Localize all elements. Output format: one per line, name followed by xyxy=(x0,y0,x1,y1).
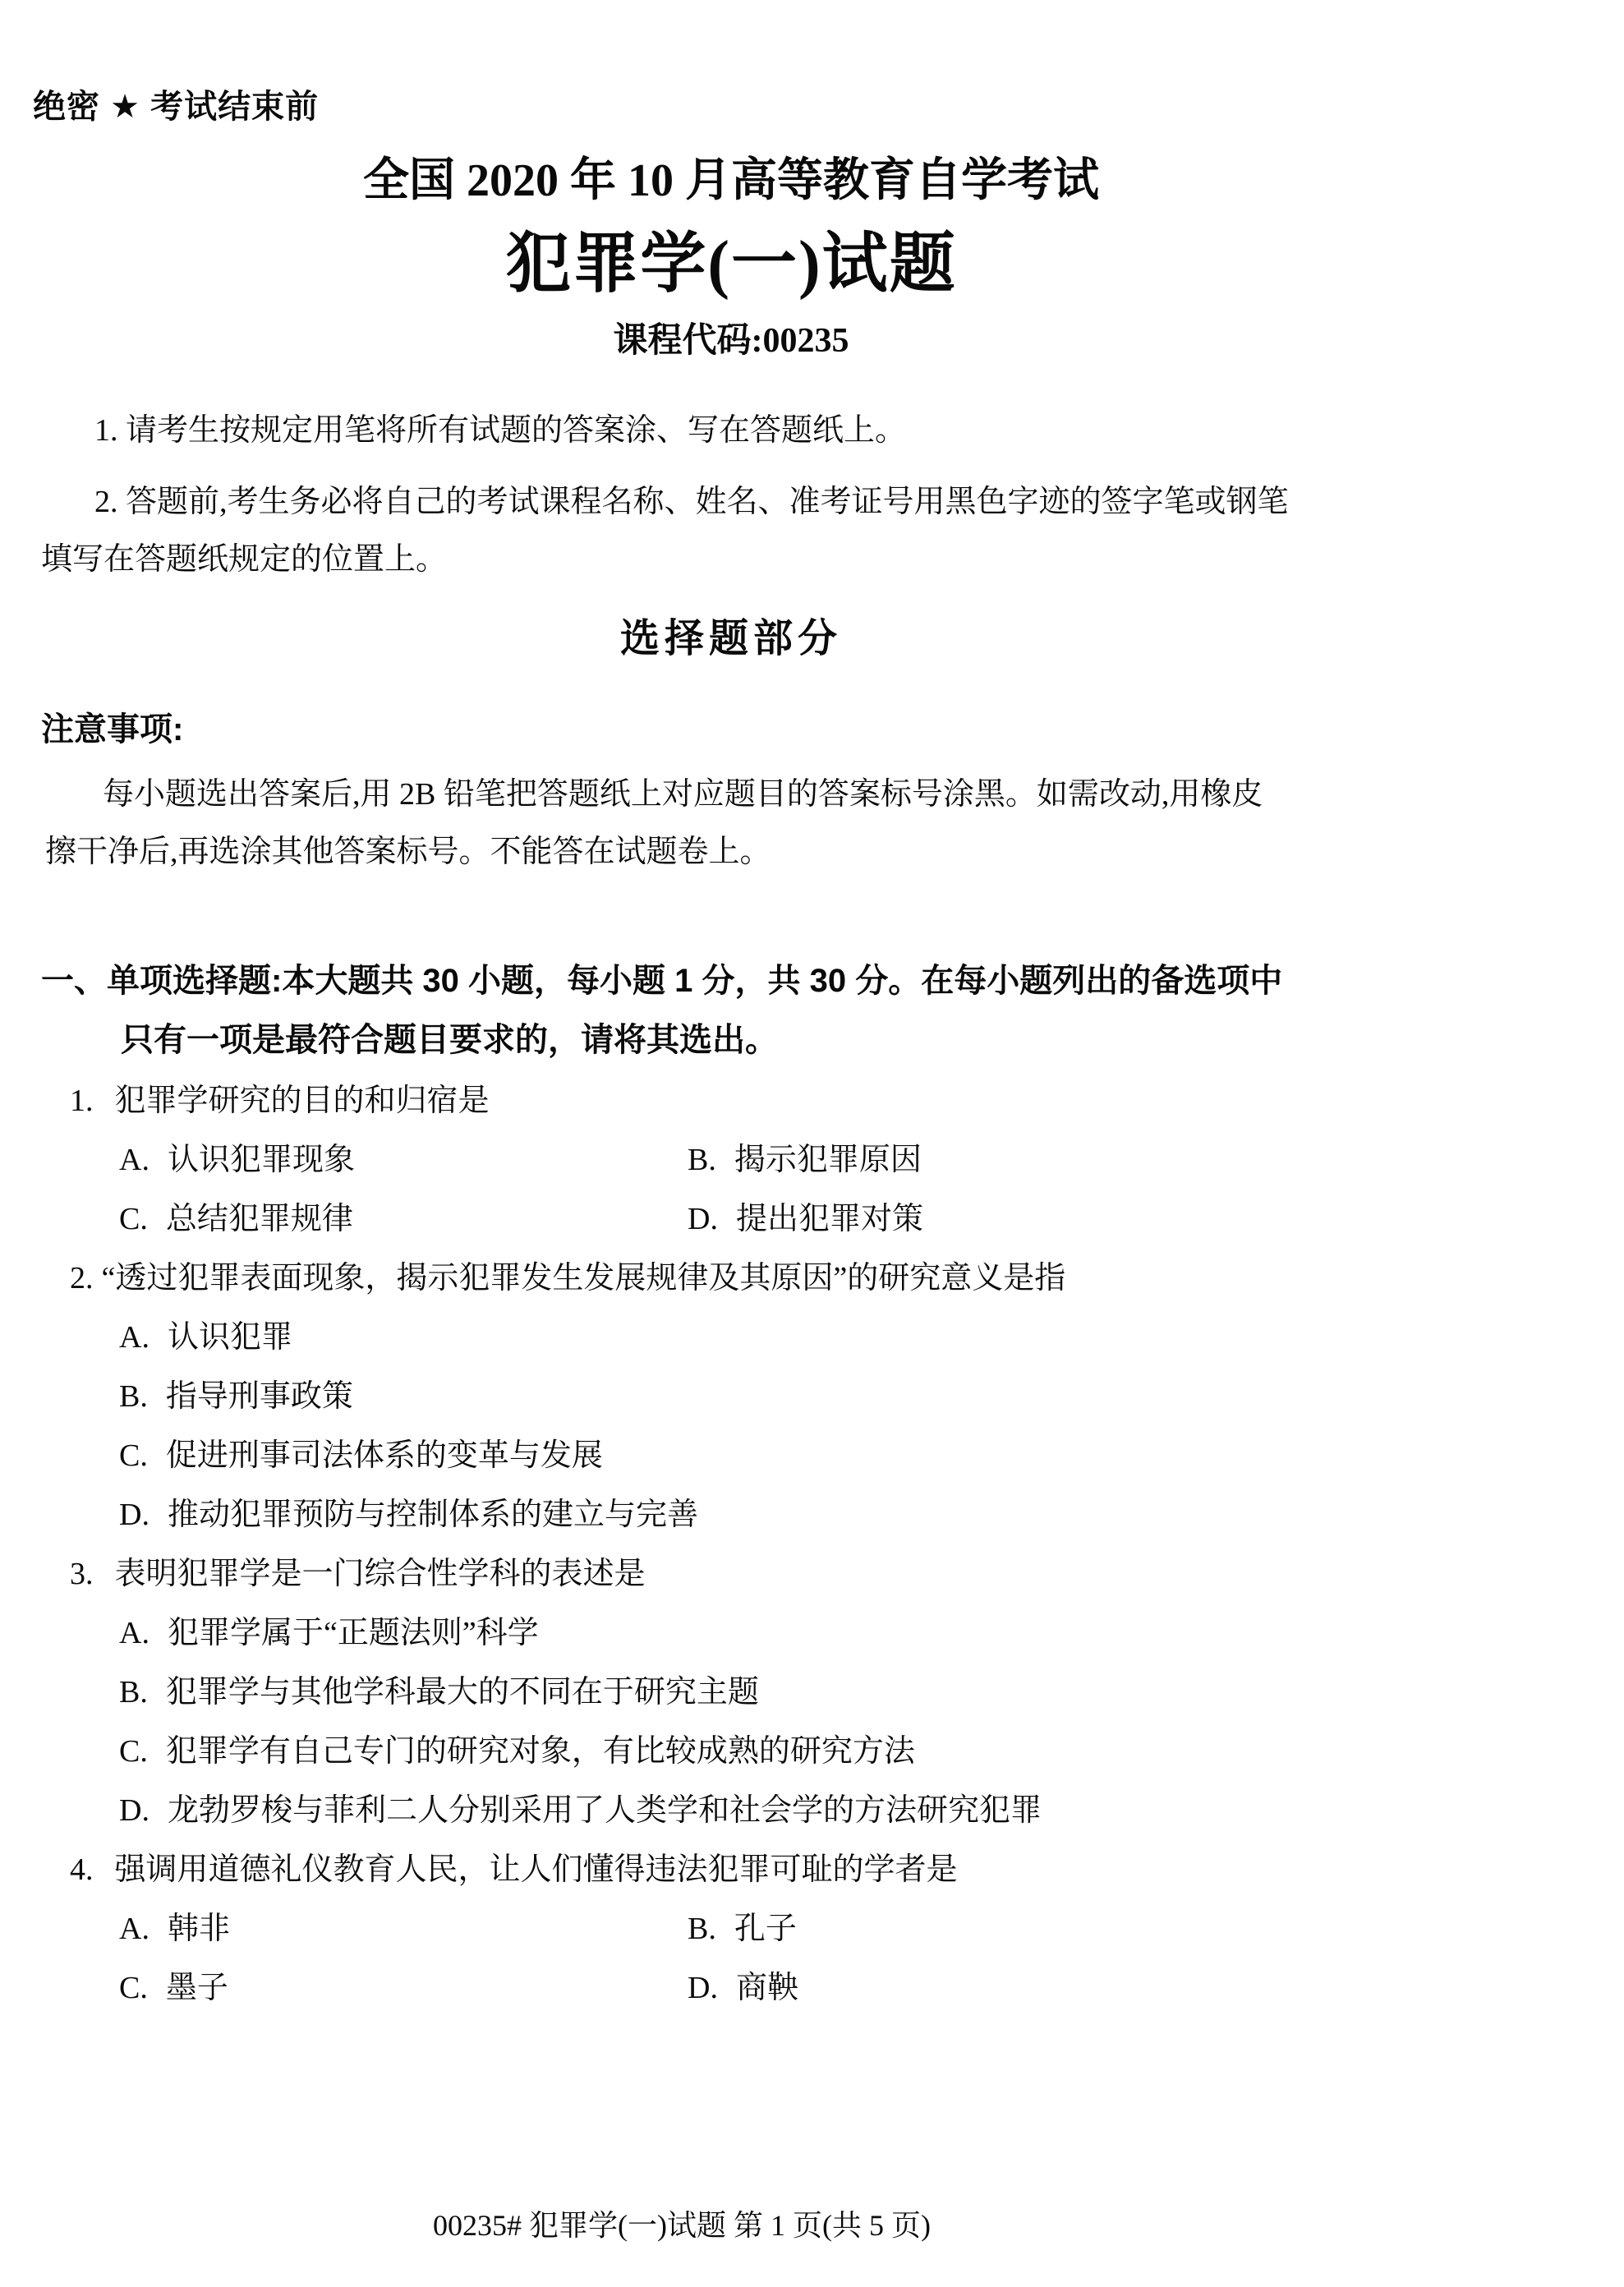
question-stem-text: 表明犯罪学是一门综合性学科的表述是 xyxy=(114,1557,646,1591)
option-d xyxy=(119,1485,698,1544)
option-d xyxy=(688,1190,923,1249)
option-text: 犯罪学有自己专门的研究对象，有比较成熟的研究方法 xyxy=(165,1734,915,1769)
course-code: 课程代码:00235 xyxy=(613,322,849,360)
option-label: C. xyxy=(119,1971,148,2005)
question-4-stem xyxy=(33,1840,1429,1899)
option-text: 墨子 xyxy=(165,1971,228,2005)
option-text: 指导刑事政策 xyxy=(165,1379,353,1414)
option-label: B. xyxy=(688,1143,716,1177)
notes-line2: 擦干净后,再选涂其他答案标号。不能答在试题卷上。 xyxy=(45,835,771,869)
question-number: 1. xyxy=(70,1084,94,1118)
option-label: C. xyxy=(119,1202,148,1236)
question-number: 4. xyxy=(70,1852,94,1887)
option-d xyxy=(688,1958,798,2018)
option-label: D. xyxy=(688,1202,718,1236)
option-text: 犯罪学与其他学科最大的不同在于研究主题 xyxy=(165,1675,759,1709)
question-2-option-d xyxy=(33,1485,1429,1544)
question-2-option-b xyxy=(33,1367,1429,1426)
option-c xyxy=(119,1426,603,1485)
question-number: 3. xyxy=(70,1557,94,1591)
option-b xyxy=(119,1663,759,1722)
question-list xyxy=(33,1071,1429,2018)
option-b xyxy=(688,1130,922,1190)
option-label: D. xyxy=(119,1793,150,1828)
page-footer: 00235# 犯罪学(一)试题 第 1 页(共 5 页) xyxy=(433,2209,931,2242)
question-3-option-c xyxy=(33,1722,1429,1781)
option-text: 提出犯罪对策 xyxy=(735,1202,923,1236)
question-3-option-a xyxy=(33,1604,1429,1663)
question-2-option-a xyxy=(33,1308,1429,1367)
option-text: 龙勃罗梭与菲利二人分别采用了人类学和社会学的方法研究犯罪 xyxy=(167,1793,1042,1828)
option-b xyxy=(688,1899,797,1958)
question-4-options-ab xyxy=(33,1899,1429,1958)
question-1-options-ab xyxy=(33,1130,1429,1190)
question-stem-text: 犯罪学研究的目的和归宿是 xyxy=(114,1084,490,1118)
option-text: 认识犯罪现象 xyxy=(167,1143,355,1177)
option-text: 韩非 xyxy=(167,1912,230,1946)
question-4-options-cd xyxy=(33,1958,1429,2018)
option-text: 促进刑事司法体系的变革与发展 xyxy=(165,1438,603,1473)
question-stem-text: “透过犯罪表面现象，揭示犯罪发生发展规律及其原因”的研究意义是指 xyxy=(101,1261,1066,1295)
option-c xyxy=(119,1722,915,1781)
option-text: 商鞅 xyxy=(735,1971,798,2005)
exam-title: 全国 2020 年 10 月高等教育自学考试 xyxy=(363,155,1099,206)
option-a xyxy=(119,1130,688,1190)
option-text: 推动犯罪预防与控制体系的建立与完善 xyxy=(167,1498,698,1532)
page-content xyxy=(33,89,1429,2242)
question-1-stem xyxy=(33,1071,1429,1130)
option-text: 孔子 xyxy=(734,1912,797,1946)
notes-label: 注意事项: xyxy=(41,711,184,748)
option-text: 认识犯罪 xyxy=(167,1320,292,1355)
instruction-2 xyxy=(33,473,1429,588)
option-label: A. xyxy=(119,1912,150,1946)
option-a xyxy=(119,1899,688,1958)
option-text: 犯罪学属于“正题法则”科学 xyxy=(167,1616,539,1650)
instruction-2-line1: 2. 答题前,考生务必将自己的考试课程名称、姓名、准考证号用黑色字迹的签字笔或钢笔 xyxy=(94,485,1289,519)
option-a xyxy=(119,1604,539,1663)
question-4 xyxy=(33,1840,1429,2018)
part-one-heading-line1: 一、单项选择题:本大题共 30 小题，每小题 1 分，共 30 分。在每小题列出的备选项中 xyxy=(41,963,1283,999)
option-d xyxy=(119,1781,1042,1840)
option-label: A. xyxy=(119,1320,150,1355)
question-1-options-cd xyxy=(33,1190,1429,1249)
question-3-option-d xyxy=(33,1781,1429,1840)
option-label: A. xyxy=(119,1616,150,1650)
notes-paragraph xyxy=(33,766,1429,881)
part-one-heading xyxy=(33,951,1429,1070)
instruction-1: 1. 请考生按规定用笔将所有试题的答案涂、写在答题纸上。 xyxy=(94,413,907,448)
option-a xyxy=(119,1308,292,1367)
section-title: 选择题部分 xyxy=(619,617,842,660)
option-label: A. xyxy=(119,1143,150,1177)
option-c xyxy=(119,1958,688,2018)
option-label: C. xyxy=(119,1438,148,1473)
subject-title: 犯罪学(一)试题 xyxy=(505,228,957,301)
option-c xyxy=(119,1190,688,1249)
option-label: B. xyxy=(119,1675,148,1709)
option-b xyxy=(119,1367,353,1426)
classification-banner: 绝密 ★ 考试结束前 xyxy=(33,89,320,125)
option-text: 揭示犯罪原因 xyxy=(734,1143,922,1177)
option-label: C. xyxy=(119,1734,148,1769)
question-1 xyxy=(33,1071,1429,1249)
option-label: D. xyxy=(688,1971,718,2005)
question-3 xyxy=(33,1544,1429,1840)
notes-line1: 每小题选出答案后,用 2B 铅笔把答题纸上对应题目的答案标号涂黑。如需改动,用橡皮 xyxy=(103,777,1263,812)
question-2-stem xyxy=(33,1249,1429,1308)
question-stem-text: 强调用道德礼仪教育人民，让人们懂得违法犯罪可耻的学者是 xyxy=(114,1852,958,1887)
part-one-heading-line2: 只有一项是最符合题目要求的，请将其选出。 xyxy=(121,1022,778,1058)
instruction-2-line2: 填写在答题纸规定的位置上。 xyxy=(41,542,448,577)
question-2-option-c xyxy=(33,1426,1429,1485)
question-3-stem xyxy=(33,1544,1429,1604)
question-number: 2. xyxy=(70,1261,94,1295)
question-2 xyxy=(33,1249,1429,1544)
option-label: B. xyxy=(688,1912,716,1946)
option-text: 总结犯罪规律 xyxy=(165,1202,353,1236)
option-label: D. xyxy=(119,1498,150,1532)
question-3-option-b xyxy=(33,1663,1429,1722)
option-label: B. xyxy=(119,1379,148,1414)
